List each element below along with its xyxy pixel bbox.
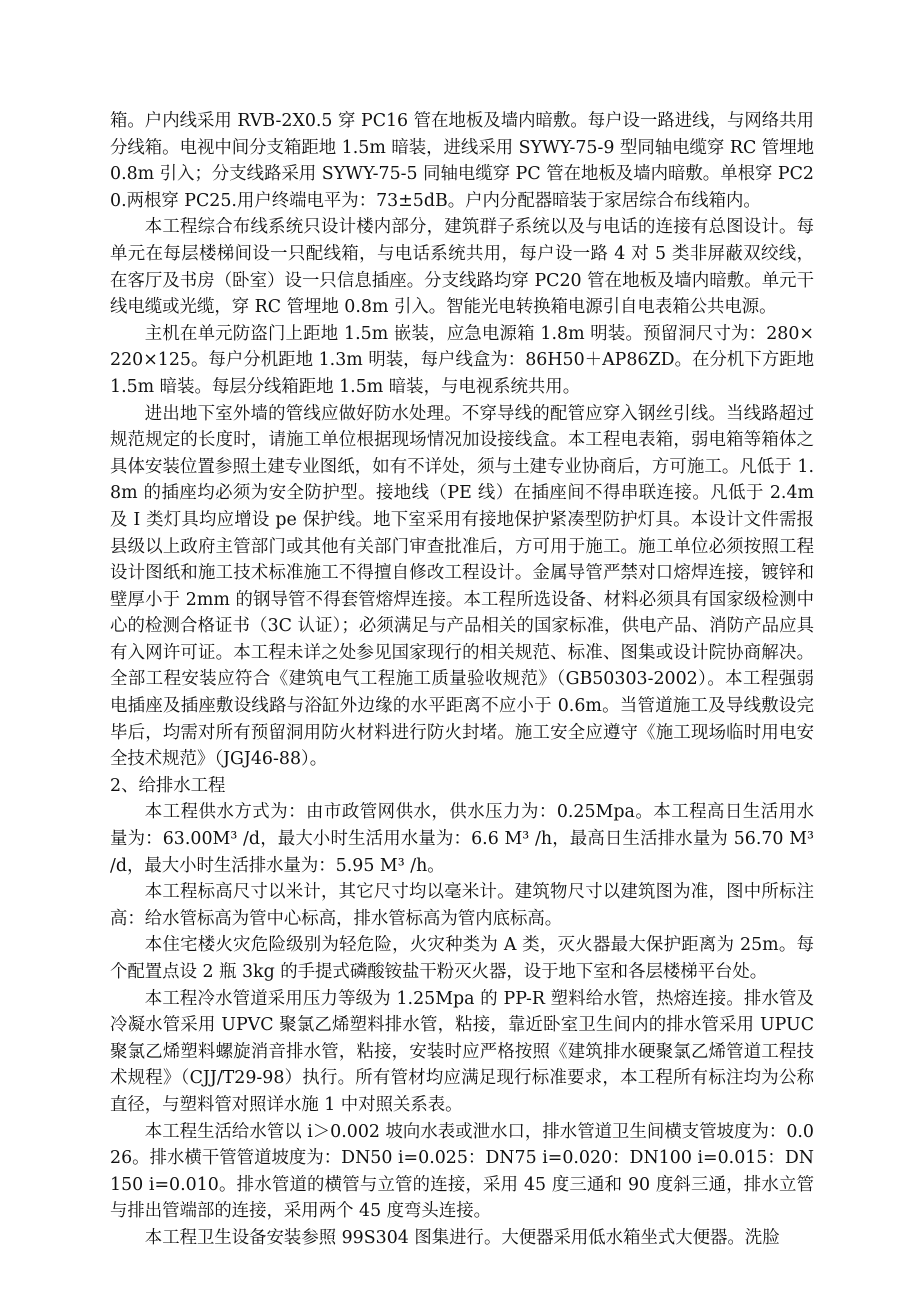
document-page [110,108,814,1252]
section-heading-plumbing: 2、给排水工程 [110,775,226,796]
paragraph-intercom: 主机在单元防盗门上距地 1.5m 嵌装，应急电源箱 1.8m 明装。预留洞尺寸为：280×220×125。每户分机距地 1.3m 明装，每户线盒为：86H50＋AP86ZD。在分机下方距地 1.5m 暗装。每层分线箱距地 1.5m 暗装，与电视系统共用。 [110,323,814,397]
paragraph-pipe-materials: 本工程冷水管道采用压力等级为 1.25Mpa 的 PP-R 塑料给水管，热熔连接。排水管及冷凝水管采用 UPVC 聚氯乙烯塑料排水管，粘接，靠近卧室卫生间内的排水管采用 UPUC 聚氯乙烯塑料螺旋消音排水管，粘接，安装时应严格按照《建筑排水硬聚氯乙烯管道工程技术规程》（CJJ/T29-98）执行。所有管材均应满足现行标准要求，本工程所有标注均为公称直径，与塑料管对照详水施 1 中对照关系表。 [110,988,814,1115]
paragraph-sanitary: 本工程卫生设备安装参照 99S304 图集进行。大便器采用低水箱坐式大便器。洗脸 [144,1227,780,1248]
paragraph-units: 本工程标高尺寸以米计，其它尺寸均以毫米计。建筑物尺寸以建筑图为准，图中所标注高：给水管标高为管中心标高，排水管标高为管内底标高。 [110,882,814,929]
paragraph-fire-extinguisher: 本住宅楼火灾危险级别为轻危险，火灾种类为 A 类，灭火器最大保护距离为 25m。每个配置点设 2 瓶 3kg 的手提式磷酸铵盐干粉灭火器，设于地下室和各层楼梯平台处。 [110,935,814,982]
paragraph-cabling: 本工程综合布线系统只设计楼内部分，建筑群子系统以及与电话的连接有总图设计。每单元在每层楼梯间设一只配线箱，与电话系统共用，每户设一路 4 对 5 类非屏蔽双绞线，在客厅及书房（卧室）设一只信息插座。分支线路均穿 PC20 管在地板及墙内暗敷。单元干线电缆或光缆，穿 RC 管埋地 0.8m 引入。智能光电转换箱电源引自电表箱公共电源。 [110,217,814,318]
paragraph-pipe-slope: 本工程生活给水管以 i＞0.002 坡向水表或泄水口，排水管道卫生间横支管坡度为：0.026。排水横干管管道坡度为：DN50 i=0.025：DN75 i=0.020：DN100 i=0.015：DN150 i=0.010。排水管道的横管与立管的连接，采用 45 度三通和 90 度斜三通，排水立管与排出管端部的连接，采用两个 45 度弯头连接。 [110,1121,814,1222]
paragraph-water-supply: 本工程供水方式为：由市政管网供水，供水压力为：0.25Mpa。本工程高日生活用水量为：63.00M³ /d，最大小时生活用水量为：6.6 M³ /h，最高日生活排水量为 56.70 M³ /d，最大小时生活排水量为：5.95 M³ /h。 [110,802,814,876]
paragraph-general-electrical: 进出地下室外墙的管线应做好防水处理。不穿导线的配管应穿入钢丝引线。当线路超过规范规定的长度时，请施工单位根据现场情况加设接线盒。本工程电表箱，弱电箱等箱体之具体安装位置参照土建专业图纸，如有不详处，须与土建专业协商后，方可施工。凡低于 1.8m 的插座均必须为安全防护型。接地线（PE 线）在插座间不得串联连接。凡低于 2.4m 及 I 类灯具均应增设 pe 保护线。地下室采用有接地保护紧凑型防护灯具。本设计文件需报县级以上政府主管部门或其他有关部门审查批准后，方可用于施工。施工单位必须按照工程设计图纸和施工技术标准施工不得擅自修改工程设计。金属导管严禁对口熔焊连接，镀锌和壁厚小于 2mm 的钢导管不得套管熔焊连接。本工程所选设备、材料必须具有国家级检测中心的检测合格证书（3C 认证）；必须满足与产品相关的国家标准，供电产品、消防产品应具有入网许可证。本工程未详之处参见国家现行的相关规范、标准、图集或设计院协商解决。全部工程安装应符合《建筑电气工程施工质量验收规范》（GB50303-2002）。本工程强弱电插座及插座敷设线路与浴缸外边缘的水平距离不应小于 0.6m。当管道施工及导线敷设完毕后，均需对所有预留洞用防火材料进行防火封堵。施工安全应遵守《施工现场临时用电安全技术规范》（JGJ46-88）。 [110,403,814,770]
paragraph-continuation: 箱。户内线采用 RVB-2X0.5 穿 PC16 管在地板及墙内暗敷。每户设一路进线，与网络共用分线箱。电视中间分支箱距地 1.5m 暗装，进线采用 SYWY-75-9 型同轴电缆穿 RC 管埋地 0.8m 引入；分支线路采用 SYWY-75-5 同轴电缆穿 PC 管在地板及墙内暗敷。单根穿 PC20.两根穿 PC25.用户终端电平为：73±5dB。户内分配器暗装于家居综合布线箱内。 [110,111,814,211]
